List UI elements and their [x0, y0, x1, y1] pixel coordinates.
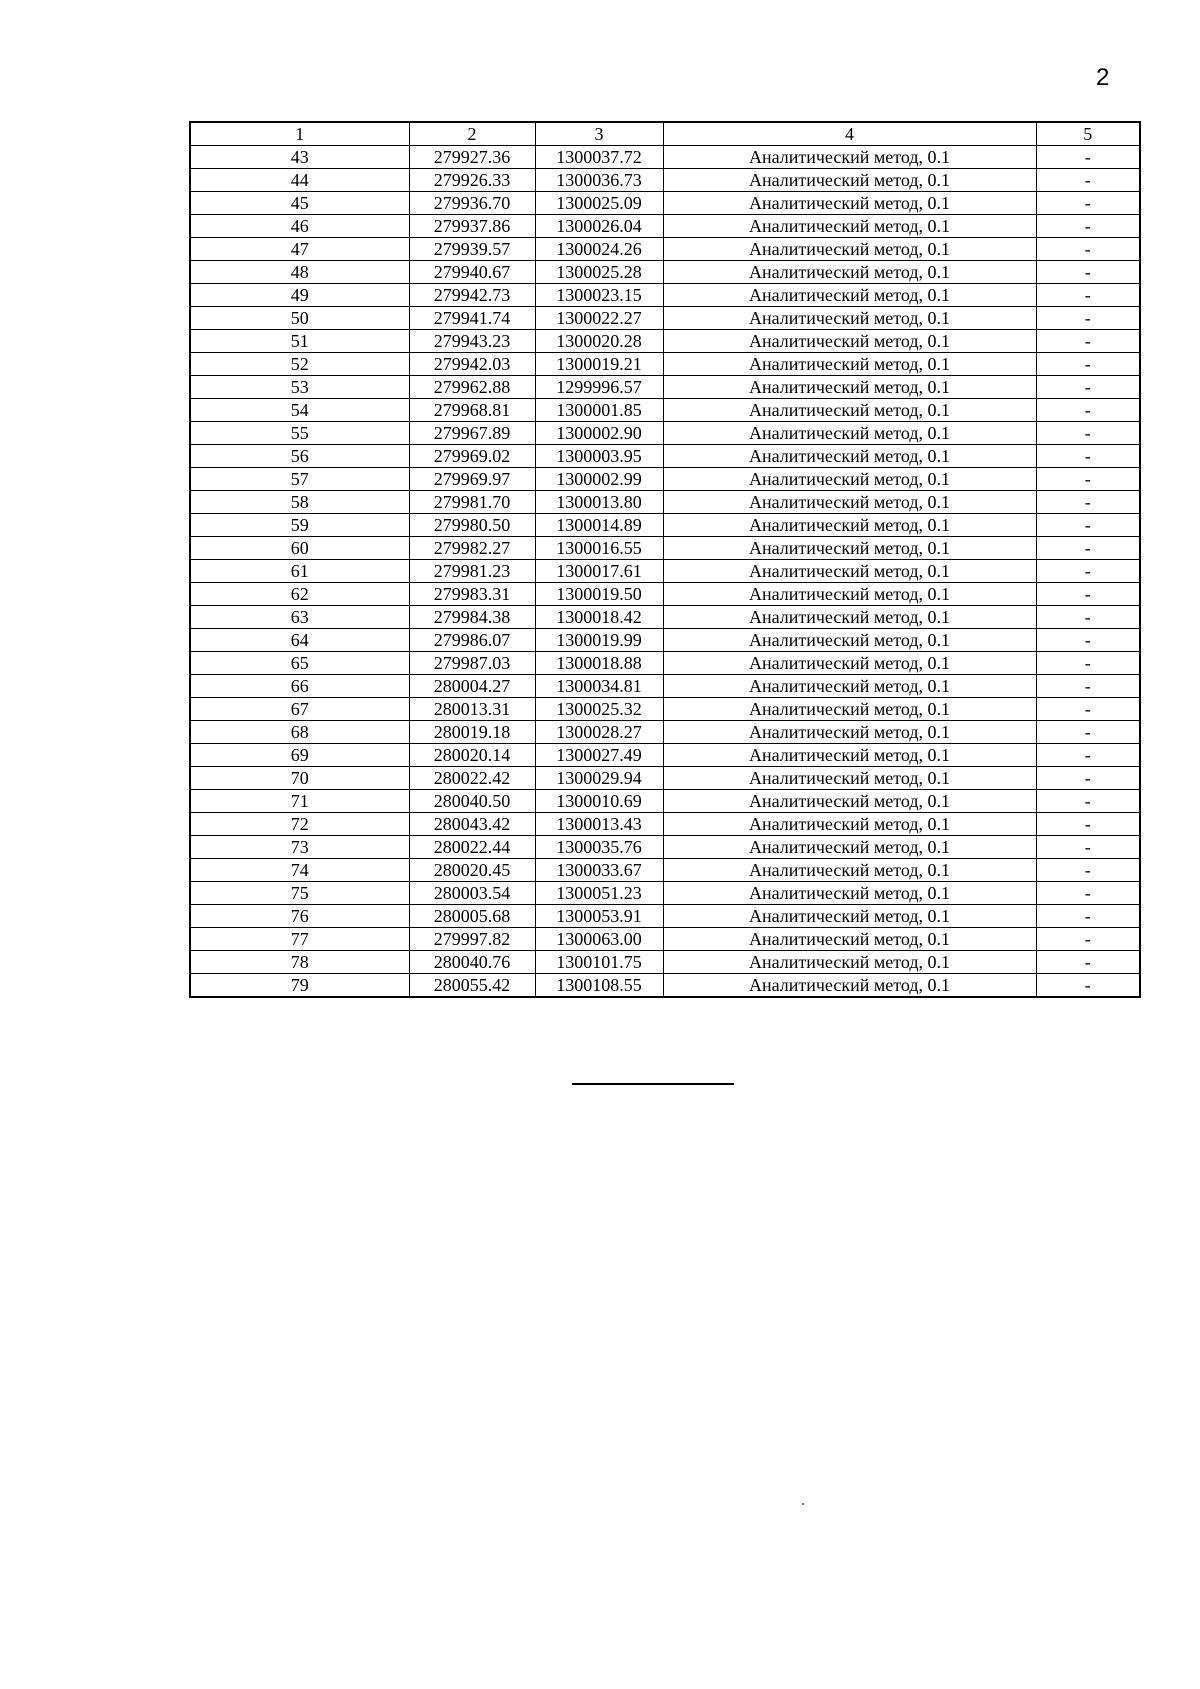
x-coordinate-cell: 279937.86 — [409, 215, 535, 238]
note-cell: - — [1036, 445, 1140, 468]
point-number-cell: 43 — [190, 146, 409, 169]
y-coordinate-cell: 1300027.49 — [535, 744, 663, 767]
method-cell: Аналитический метод, 0.1 — [663, 399, 1036, 422]
point-number-cell: 76 — [190, 905, 409, 928]
y-coordinate-cell: 1300034.81 — [535, 675, 663, 698]
method-cell: Аналитический метод, 0.1 — [663, 560, 1036, 583]
y-coordinate-cell: 1300035.76 — [535, 836, 663, 859]
x-coordinate-cell: 279943.23 — [409, 330, 535, 353]
x-coordinate-cell: 280040.76 — [409, 951, 535, 974]
point-number-cell: 48 — [190, 261, 409, 284]
x-coordinate-cell: 279969.97 — [409, 468, 535, 491]
note-cell: - — [1036, 928, 1140, 951]
method-cell: Аналитический метод, 0.1 — [663, 261, 1036, 284]
table-row — [190, 629, 1140, 652]
y-coordinate-cell: 1300026.04 — [535, 215, 663, 238]
y-coordinate-cell: 1300023.15 — [535, 284, 663, 307]
method-cell: Аналитический метод, 0.1 — [663, 744, 1036, 767]
point-number-cell: 77 — [190, 928, 409, 951]
note-cell: - — [1036, 215, 1140, 238]
method-cell: Аналитический метод, 0.1 — [663, 790, 1036, 813]
table-row — [190, 238, 1140, 261]
table-row — [190, 652, 1140, 675]
method-cell: Аналитический метод, 0.1 — [663, 307, 1036, 330]
method-cell: Аналитический метод, 0.1 — [663, 905, 1036, 928]
y-coordinate-cell: 1300019.21 — [535, 353, 663, 376]
point-number-cell: 73 — [190, 836, 409, 859]
note-cell: - — [1036, 560, 1140, 583]
note-cell: - — [1036, 606, 1140, 629]
method-cell: Аналитический метод, 0.1 — [663, 146, 1036, 169]
x-coordinate-cell: 279968.81 — [409, 399, 535, 422]
end-of-table-rule — [572, 1083, 734, 1085]
note-cell: - — [1036, 744, 1140, 767]
method-cell: Аналитический метод, 0.1 — [663, 284, 1036, 307]
method-cell: Аналитический метод, 0.1 — [663, 169, 1036, 192]
x-coordinate-cell: 279981.23 — [409, 560, 535, 583]
note-cell: - — [1036, 629, 1140, 652]
point-number-cell: 61 — [190, 560, 409, 583]
method-cell: Аналитический метод, 0.1 — [663, 721, 1036, 744]
y-coordinate-cell: 1300036.73 — [535, 169, 663, 192]
point-number-cell: 46 — [190, 215, 409, 238]
point-number-cell: 47 — [190, 238, 409, 261]
y-coordinate-cell: 1300025.28 — [535, 261, 663, 284]
header-cell-2: 2 — [409, 122, 535, 146]
method-cell: Аналитический метод, 0.1 — [663, 951, 1036, 974]
point-number-cell: 64 — [190, 629, 409, 652]
note-cell: - — [1036, 192, 1140, 215]
note-cell: - — [1036, 330, 1140, 353]
x-coordinate-cell: 280004.27 — [409, 675, 535, 698]
note-cell: - — [1036, 169, 1140, 192]
x-coordinate-cell: 280020.14 — [409, 744, 535, 767]
note-cell: - — [1036, 284, 1140, 307]
method-cell: Аналитический метод, 0.1 — [663, 215, 1036, 238]
y-coordinate-cell: 1300053.91 — [535, 905, 663, 928]
x-coordinate-cell: 279939.57 — [409, 238, 535, 261]
table-row — [190, 951, 1140, 974]
point-number-cell: 72 — [190, 813, 409, 836]
point-number-cell: 62 — [190, 583, 409, 606]
note-cell: - — [1036, 238, 1140, 261]
y-coordinate-cell: 1300033.67 — [535, 859, 663, 882]
note-cell: - — [1036, 767, 1140, 790]
point-number-cell: 54 — [190, 399, 409, 422]
point-number-cell: 49 — [190, 284, 409, 307]
point-number-cell: 52 — [190, 353, 409, 376]
x-coordinate-cell: 279983.31 — [409, 583, 535, 606]
table-row — [190, 169, 1140, 192]
y-coordinate-cell: 1300001.85 — [535, 399, 663, 422]
point-number-cell: 51 — [190, 330, 409, 353]
method-cell: Аналитический метод, 0.1 — [663, 836, 1036, 859]
x-coordinate-cell: 279942.73 — [409, 284, 535, 307]
x-coordinate-cell: 280013.31 — [409, 698, 535, 721]
table-row — [190, 721, 1140, 744]
table-row — [190, 353, 1140, 376]
y-coordinate-cell: 1300051.23 — [535, 882, 663, 905]
point-number-cell: 53 — [190, 376, 409, 399]
point-number-cell: 78 — [190, 951, 409, 974]
y-coordinate-cell: 1300024.26 — [535, 238, 663, 261]
note-cell: - — [1036, 583, 1140, 606]
y-coordinate-cell: 1300002.99 — [535, 468, 663, 491]
method-cell: Аналитический метод, 0.1 — [663, 330, 1036, 353]
x-coordinate-cell: 280022.42 — [409, 767, 535, 790]
table-row — [190, 491, 1140, 514]
table-row — [190, 974, 1140, 998]
x-coordinate-cell: 279981.70 — [409, 491, 535, 514]
x-coordinate-cell: 280005.68 — [409, 905, 535, 928]
x-coordinate-cell: 279997.82 — [409, 928, 535, 951]
table-row — [190, 698, 1140, 721]
table-row — [190, 859, 1140, 882]
header-cell-3: 3 — [535, 122, 663, 146]
note-cell: - — [1036, 882, 1140, 905]
x-coordinate-cell: 280043.42 — [409, 813, 535, 836]
y-coordinate-cell: 1300002.90 — [535, 422, 663, 445]
point-number-cell: 50 — [190, 307, 409, 330]
point-number-cell: 56 — [190, 445, 409, 468]
note-cell: - — [1036, 514, 1140, 537]
y-coordinate-cell: 1300003.95 — [535, 445, 663, 468]
note-cell: - — [1036, 859, 1140, 882]
method-cell: Аналитический метод, 0.1 — [663, 445, 1036, 468]
page-number: 2 — [1096, 64, 1110, 91]
table-row — [190, 146, 1140, 169]
table-row — [190, 399, 1140, 422]
header-cell-5: 5 — [1036, 122, 1140, 146]
table-row — [190, 422, 1140, 445]
table-row — [190, 514, 1140, 537]
x-coordinate-cell: 280020.45 — [409, 859, 535, 882]
y-coordinate-cell: 1300019.99 — [535, 629, 663, 652]
note-cell: - — [1036, 353, 1140, 376]
point-number-cell: 55 — [190, 422, 409, 445]
y-coordinate-cell: 1300037.72 — [535, 146, 663, 169]
note-cell: - — [1036, 468, 1140, 491]
table-row — [190, 836, 1140, 859]
y-coordinate-cell: 1300017.61 — [535, 560, 663, 583]
y-coordinate-cell: 1299996.57 — [535, 376, 663, 399]
y-coordinate-cell: 1300019.50 — [535, 583, 663, 606]
method-cell: Аналитический метод, 0.1 — [663, 652, 1036, 675]
table-header-row — [190, 122, 1140, 146]
table-row — [190, 813, 1140, 836]
note-cell: - — [1036, 698, 1140, 721]
method-cell: Аналитический метод, 0.1 — [663, 859, 1036, 882]
note-cell: - — [1036, 537, 1140, 560]
method-cell: Аналитический метод, 0.1 — [663, 376, 1036, 399]
point-number-cell: 69 — [190, 744, 409, 767]
table-row — [190, 284, 1140, 307]
x-coordinate-cell: 280019.18 — [409, 721, 535, 744]
table-row — [190, 376, 1140, 399]
point-number-cell: 60 — [190, 537, 409, 560]
method-cell: Аналитический метод, 0.1 — [663, 514, 1036, 537]
x-coordinate-cell: 279982.27 — [409, 537, 535, 560]
point-number-cell: 45 — [190, 192, 409, 215]
note-cell: - — [1036, 813, 1140, 836]
x-coordinate-cell: 279926.33 — [409, 169, 535, 192]
x-coordinate-cell: 279936.70 — [409, 192, 535, 215]
table-row — [190, 307, 1140, 330]
y-coordinate-cell: 1300101.75 — [535, 951, 663, 974]
method-cell: Аналитический метод, 0.1 — [663, 767, 1036, 790]
point-number-cell: 63 — [190, 606, 409, 629]
x-coordinate-cell: 279942.03 — [409, 353, 535, 376]
method-cell: Аналитический метод, 0.1 — [663, 813, 1036, 836]
x-coordinate-cell: 279962.88 — [409, 376, 535, 399]
table-row — [190, 468, 1140, 491]
table-row — [190, 790, 1140, 813]
x-coordinate-cell: 279987.03 — [409, 652, 535, 675]
y-coordinate-cell: 1300028.27 — [535, 721, 663, 744]
point-number-cell: 65 — [190, 652, 409, 675]
table-row — [190, 192, 1140, 215]
table-row — [190, 767, 1140, 790]
point-number-cell: 58 — [190, 491, 409, 514]
method-cell: Аналитический метод, 0.1 — [663, 928, 1036, 951]
note-cell: - — [1036, 675, 1140, 698]
y-coordinate-cell: 1300016.55 — [535, 537, 663, 560]
note-cell: - — [1036, 974, 1140, 998]
point-number-cell: 79 — [190, 974, 409, 998]
note-cell: - — [1036, 951, 1140, 974]
x-coordinate-cell: 280040.50 — [409, 790, 535, 813]
scan-speck — [802, 1503, 804, 1505]
table-row — [190, 583, 1140, 606]
x-coordinate-cell: 279941.74 — [409, 307, 535, 330]
y-coordinate-cell: 1300029.94 — [535, 767, 663, 790]
table-row — [190, 537, 1140, 560]
point-number-cell: 57 — [190, 468, 409, 491]
x-coordinate-cell: 279927.36 — [409, 146, 535, 169]
table-row — [190, 928, 1140, 951]
table-row — [190, 215, 1140, 238]
method-cell: Аналитический метод, 0.1 — [663, 974, 1036, 998]
method-cell: Аналитический метод, 0.1 — [663, 353, 1036, 376]
point-number-cell: 59 — [190, 514, 409, 537]
note-cell: - — [1036, 836, 1140, 859]
point-number-cell: 67 — [190, 698, 409, 721]
y-coordinate-cell: 1300025.09 — [535, 192, 663, 215]
method-cell: Аналитический метод, 0.1 — [663, 675, 1036, 698]
header-cell-1: 1 — [190, 122, 409, 146]
x-coordinate-cell: 280055.42 — [409, 974, 535, 998]
note-cell: - — [1036, 422, 1140, 445]
y-coordinate-cell: 1300108.55 — [535, 974, 663, 998]
x-coordinate-cell: 279940.67 — [409, 261, 535, 284]
note-cell: - — [1036, 307, 1140, 330]
note-cell: - — [1036, 905, 1140, 928]
x-coordinate-cell: 280003.54 — [409, 882, 535, 905]
note-cell: - — [1036, 652, 1140, 675]
note-cell: - — [1036, 790, 1140, 813]
y-coordinate-cell: 1300013.43 — [535, 813, 663, 836]
point-number-cell: 44 — [190, 169, 409, 192]
method-cell: Аналитический метод, 0.1 — [663, 606, 1036, 629]
note-cell: - — [1036, 261, 1140, 284]
method-cell: Аналитический метод, 0.1 — [663, 192, 1036, 215]
point-number-cell: 70 — [190, 767, 409, 790]
y-coordinate-cell: 1300022.27 — [535, 307, 663, 330]
y-coordinate-cell: 1300063.00 — [535, 928, 663, 951]
note-cell: - — [1036, 376, 1140, 399]
method-cell: Аналитический метод, 0.1 — [663, 698, 1036, 721]
table-row — [190, 445, 1140, 468]
table-row — [190, 330, 1140, 353]
y-coordinate-cell: 1300013.80 — [535, 491, 663, 514]
point-number-cell: 66 — [190, 675, 409, 698]
x-coordinate-cell: 279967.89 — [409, 422, 535, 445]
table-row — [190, 675, 1140, 698]
y-coordinate-cell: 1300010.69 — [535, 790, 663, 813]
method-cell: Аналитический метод, 0.1 — [663, 238, 1036, 261]
method-cell: Аналитический метод, 0.1 — [663, 537, 1036, 560]
x-coordinate-cell: 280022.44 — [409, 836, 535, 859]
method-cell: Аналитический метод, 0.1 — [663, 882, 1036, 905]
table-row — [190, 560, 1140, 583]
method-cell: Аналитический метод, 0.1 — [663, 629, 1036, 652]
method-cell: Аналитический метод, 0.1 — [663, 422, 1036, 445]
table-row — [190, 905, 1140, 928]
x-coordinate-cell: 279984.38 — [409, 606, 535, 629]
x-coordinate-cell: 279986.07 — [409, 629, 535, 652]
note-cell: - — [1036, 491, 1140, 514]
table-body — [190, 146, 1140, 998]
x-coordinate-cell: 279980.50 — [409, 514, 535, 537]
table-row — [190, 882, 1140, 905]
y-coordinate-cell: 1300020.28 — [535, 330, 663, 353]
point-number-cell: 75 — [190, 882, 409, 905]
header-cell-4: 4 — [663, 122, 1036, 146]
note-cell: - — [1036, 721, 1140, 744]
coordinates-table — [189, 121, 1141, 998]
method-cell: Аналитический метод, 0.1 — [663, 583, 1036, 606]
table-row — [190, 606, 1140, 629]
y-coordinate-cell: 1300014.89 — [535, 514, 663, 537]
note-cell: - — [1036, 146, 1140, 169]
method-cell: Аналитический метод, 0.1 — [663, 468, 1036, 491]
note-cell: - — [1036, 399, 1140, 422]
point-number-cell: 71 — [190, 790, 409, 813]
table-row — [190, 744, 1140, 767]
y-coordinate-cell: 1300018.88 — [535, 652, 663, 675]
y-coordinate-cell: 1300018.42 — [535, 606, 663, 629]
x-coordinate-cell: 279969.02 — [409, 445, 535, 468]
point-number-cell: 68 — [190, 721, 409, 744]
y-coordinate-cell: 1300025.32 — [535, 698, 663, 721]
table-row — [190, 261, 1140, 284]
method-cell: Аналитический метод, 0.1 — [663, 491, 1036, 514]
point-number-cell: 74 — [190, 859, 409, 882]
